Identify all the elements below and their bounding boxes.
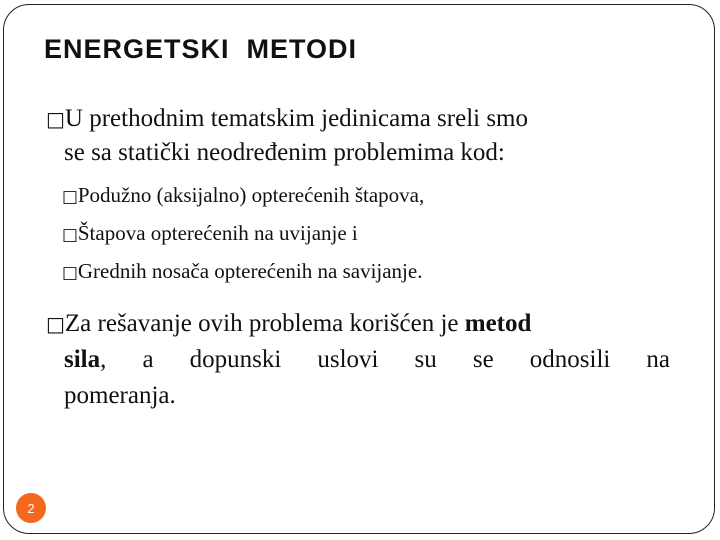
bullet-box-icon: □ — [62, 262, 78, 282]
bullet-2-line-3: pomeranja. — [64, 382, 176, 409]
page-number-badge — [16, 493, 46, 523]
sub-bullet-3: □Grednih nosača opterećenih na savijanje. — [62, 259, 423, 283]
sub-bullet-2: □Štapova opterećenih na uvijanje i — [62, 221, 358, 245]
bullet-1-line-1: □U prethodnim tematskim jedinicama sreli smo — [46, 105, 529, 132]
sub-bullet-1: □Podužno (aksijalno) opterećenih štapova, — [62, 183, 425, 207]
page-number: 2 — [27, 500, 35, 516]
bold-term-sila: sila — [64, 346, 101, 373]
bullet-box-icon: □ — [62, 186, 78, 206]
slide-title: ENERGETSKI METODI — [44, 34, 358, 64]
bold-term-metod: metod — [464, 310, 532, 337]
bullet-box-icon: □ — [62, 224, 78, 244]
bullet-box-icon: □ — [46, 107, 65, 131]
bullet-box-icon: □ — [46, 312, 65, 336]
bullet-2 — [46, 306, 670, 414]
bullet-1-line-2: se sa statički neodređenim problemima kod: — [64, 139, 505, 166]
bullet-1 — [46, 102, 674, 170]
bullet-2-line-2: sila, a dopunski uslovi su se odnosili na — [64, 346, 670, 373]
bullet-2-line-1: □Za rešavanje ovih problema korišćen je metod — [46, 310, 532, 337]
